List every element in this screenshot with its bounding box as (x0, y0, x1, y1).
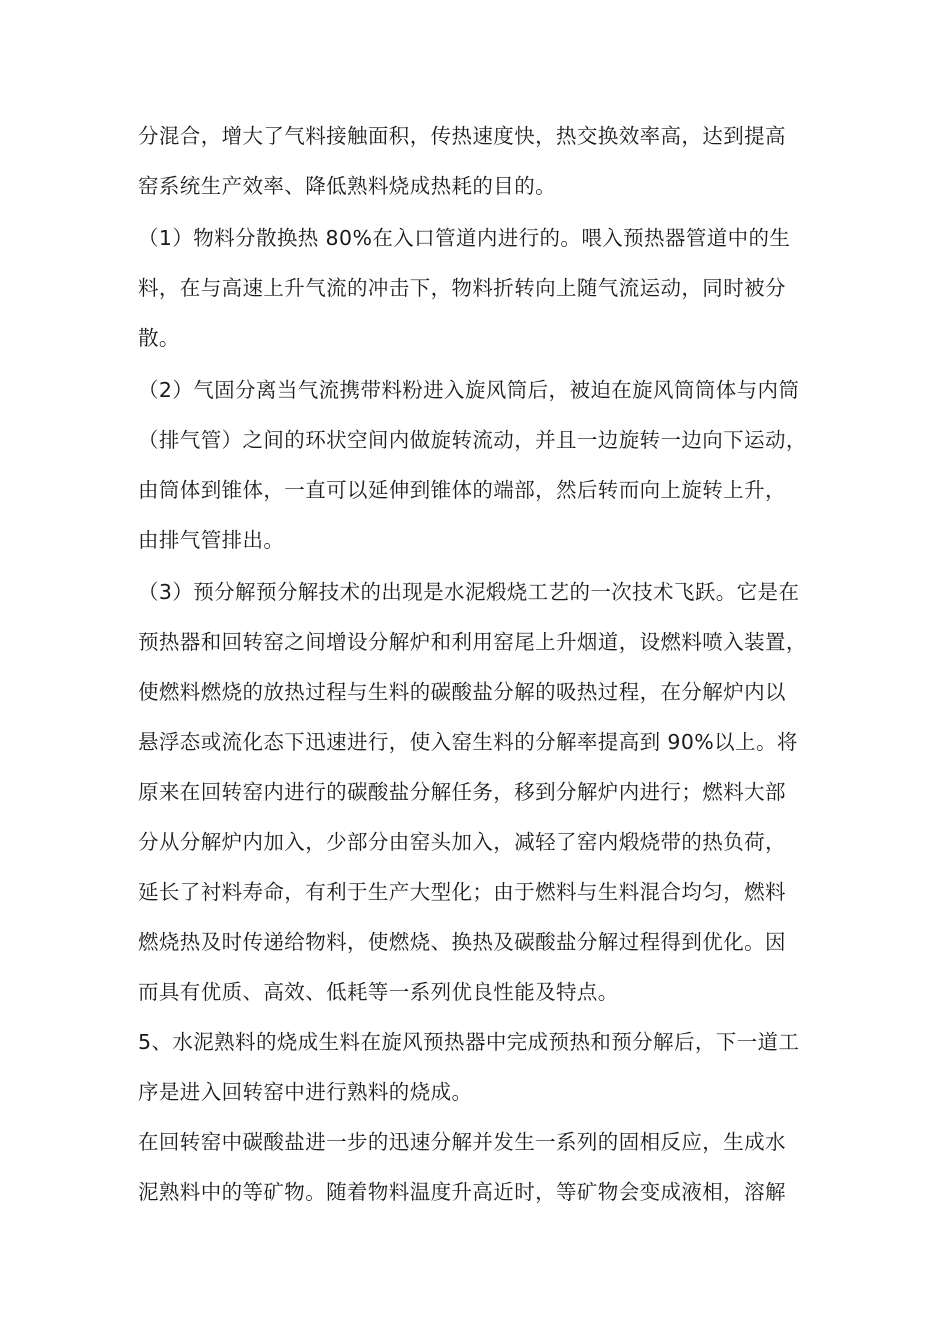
text-line: 使燃料燃烧的放热过程与生料的碳酸盐分解的吸热过程，在分解炉内以 (138, 680, 786, 704)
text-line: （2）气固分离当气流携带料粉进入旋风筒后，被迫在旋风筒筒体与内筒 (138, 378, 800, 402)
text-line: （1）物料分散换热 80%在入口管道内进行的。喂入预热器管道中的生 (138, 226, 791, 250)
text-line: 悬浮态或流化态下迅速进行，使入窑生料的分解率提高到 90%以上。将 (138, 730, 798, 754)
text-line: 分从分解炉内加入，少部分由窑头加入，减轻了窑内煅烧带的热负荷， (138, 830, 786, 854)
text-line: 泥熟料中的等矿物。随着物料温度升高近时，等矿物会变成液相，溶解 (138, 1180, 786, 1204)
text-line: （3）预分解预分解技术的出现是水泥煅烧工艺的一次技术飞跃。它是在 (138, 580, 800, 604)
text-line: 预热器和回转窑之间增设分解炉和利用窑尾上升烟道，设燃料喷入装置， (138, 630, 807, 654)
text-line: 在回转窑中碳酸盐进一步的迅速分解并发生一系列的固相反应，生成水 (138, 1130, 786, 1154)
text-line: 而具有优质、高效、低耗等一系列优良性能及特点。 (138, 980, 619, 1004)
text-line: 分混合，增大了气料接触面积，传热速度快，热交换效率高，达到提高 (138, 124, 786, 148)
text-line: 延长了衬料寿命，有利于生产大型化；由于燃料与生料混合均匀，燃料 (138, 880, 786, 904)
text-line: 序是进入回转窑中进行熟料的烧成。 (138, 1080, 473, 1104)
text-line: 原来在回转窑内进行的碳酸盐分解任务，移到分解炉内进行；燃料大部 (138, 780, 786, 804)
text-line: 燃烧热及时传递给物料，使燃烧、换热及碳酸盐分解过程得到优化。因 (138, 930, 786, 954)
text-line: 料，在与高速上升气流的冲击下，物料折转向上随气流运动，同时被分 (138, 276, 786, 300)
text-line: 由排气管排出。 (138, 528, 285, 552)
text-line: 散。 (138, 326, 180, 350)
text-line: 5、水泥熟料的烧成生料在旋风预热器中完成预热和预分解后，下一道工 (138, 1030, 800, 1054)
text-line: （排气管）之间的环状空间内做旋转流动，并且一边旋转一边向下运动， (138, 428, 807, 452)
text-line: 窑系统生产效率、降低熟料烧成热耗的目的。 (138, 174, 556, 198)
text-line: 由筒体到锥体，一直可以延伸到锥体的端部，然后转而向上旋转上升， (138, 478, 786, 502)
